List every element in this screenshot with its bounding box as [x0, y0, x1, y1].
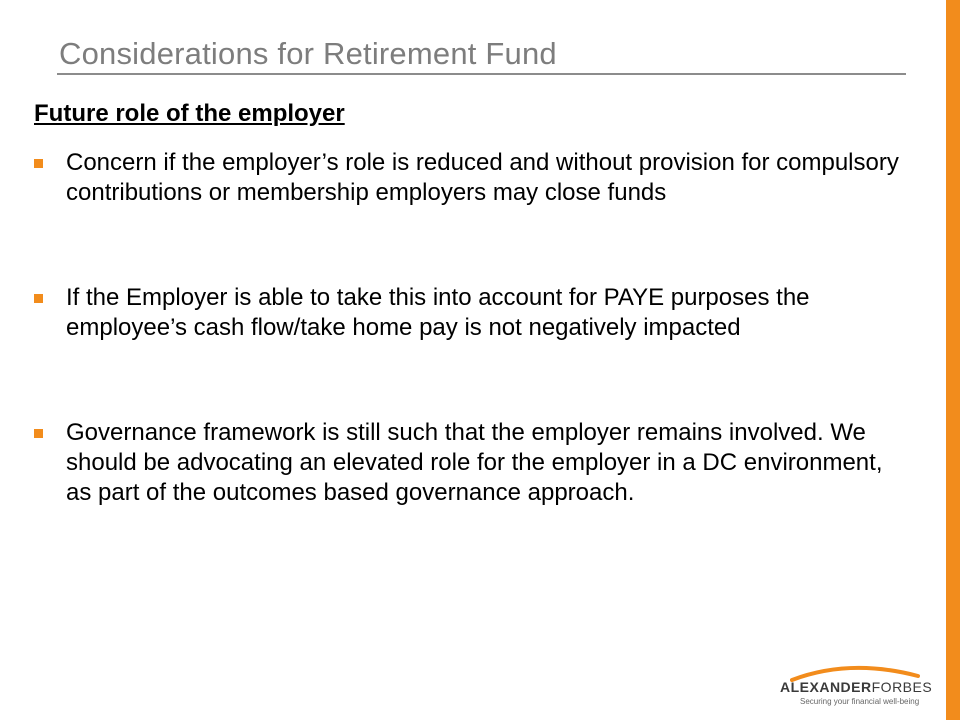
logo-tagline: Securing your financial well-being [800, 697, 920, 706]
square-bullet-icon [34, 159, 43, 168]
section-subheading: Future role of the employer [34, 100, 345, 127]
title-underline-rule [57, 73, 906, 75]
bullet-item [34, 283, 914, 343]
square-bullet-icon [34, 429, 43, 438]
bullet-list [34, 148, 914, 583]
accent-side-bar [946, 0, 960, 720]
bullet-text: Concern if the employer’s role is reduced and without provision for compulsory contributions or membership employers may close funds [66, 149, 899, 206]
company-logo [780, 662, 940, 712]
page-title: Considerations for Retirement Fund [59, 36, 557, 71]
bullet-text: If the Employer is able to take this into account for PAYE purposes the employee’s cash flow/take home pay is not negatively impacted [66, 284, 810, 341]
bullet-item [34, 418, 914, 508]
logo-name-part2: FORBES [871, 679, 933, 695]
bullet-text: Governance framework is still such that the employer remains involved. We should be advocating an elevated role for the employer in a DC environment, as part of the outcomes based governance approach. [66, 419, 883, 506]
logo-name-part1: ALEXANDER [780, 679, 872, 695]
logo-wordmark [780, 679, 932, 695]
bullet-item [34, 148, 914, 208]
square-bullet-icon [34, 294, 43, 303]
